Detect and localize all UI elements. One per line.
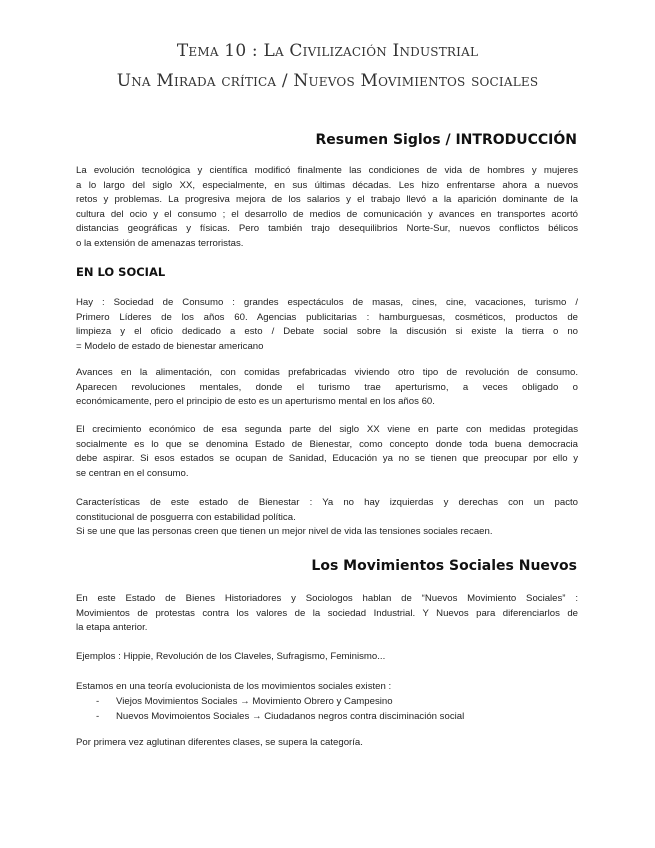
movements-p3-line: Estamos en una teoría evolucionista de los movimientos sociales existen : (76, 681, 392, 692)
bullet-text: Viejos Movimientos Sociales → Movimiento Obrero y Campesino (116, 696, 393, 707)
social-p2-line: Aparecen revoluciones mentales, donde el turismo trae aperturismo, a veces obligado o (76, 381, 578, 393)
intro-line: a lo largo del siglo XX, especialmente, en sus últimas décadas. Les hizo enfrentarse ahora a nuevos (76, 179, 578, 191)
social-p1-line: limpieza y el oficio dedicado a esto / Debate social sobre la discusión si existe la tierra o no (76, 326, 578, 338)
document-title (0, 36, 655, 96)
bullet-dash: - (96, 711, 100, 722)
movements-p1-line: En este Estado de Bienes Historiadores y Sociologos hablan de “Nuevos Movimiento Sociales” : (76, 593, 578, 604)
intro-heading: Resumen Siglos / INTRODUCCIÓN (315, 132, 577, 148)
intro-line: cultura del ocio y el consumo ; el desarrollo de medios de comunicación y avances en transportes acortó (76, 208, 578, 220)
bullet-dash: - (96, 696, 100, 707)
movements-paragraph-3 (76, 680, 578, 695)
social-p4-line: constitucional de posguerra con estabilidad política. (76, 511, 296, 523)
social-p3-line: socialmente es lo que se denomina Estado de Bienestar, como concepto donde toda buena democracia (76, 438, 578, 450)
social-paragraph-4 (76, 496, 578, 540)
intro-line: retos y problemas. La progresiva mejora de los salarios y el trabajo llevó a la aparición dominante de la (76, 194, 578, 206)
title-line-1: Tema 10 : La Civilización Industrial (176, 41, 479, 61)
movements-paragraph-2 (76, 650, 578, 665)
bullet-text: Nuevos Movimoientos Sociales → Ciudadanos negros contra disciminación social (116, 711, 465, 722)
social-p1-line: Primero Líderes de los años 60. Agencias publicitarias : hamburguesas, cosméticos, productos de (76, 311, 578, 323)
social-heading: EN LO SOCIAL (76, 265, 166, 279)
intro-paragraph (76, 164, 578, 252)
list-item (96, 709, 464, 724)
movements-heading: Los Movimientos Sociales Nuevos (311, 558, 577, 574)
movements-p4-line: Por primera vez aglutinan diferentes clases, se supera la categoría. (76, 737, 363, 748)
intro-line: o la extensión de amenazas terroristas. (76, 237, 244, 249)
list-item (96, 694, 464, 709)
movements-p1-line: Movimientos de protestas contra los valores de la sociedad Industrial. Y Nuevos para diferenciarlos de (76, 607, 578, 619)
social-paragraph-3 (76, 423, 578, 481)
movements-p2-line: Ejemplos : Hippie, Revolución de los Claveles, Sufragismo, Feminismo... (76, 651, 386, 662)
social-paragraph-2 (76, 366, 578, 410)
movements-p1-line: la etapa anterior. (76, 622, 148, 634)
social-p2-line: Avances en la alimentación, con comidas prefabricadas viviendo otro tipo de revolución de consumo. (76, 367, 578, 378)
social-p4-line: Características de este estado de Bienestar : Ya no hay izquierdas y derechas con un pacto (76, 497, 578, 508)
movements-paragraph-1 (76, 592, 578, 636)
title-line-2: Una Mirada crítica / Nuevos Movimientos sociales (116, 71, 539, 91)
movements-bullet-list (96, 694, 464, 724)
movements-paragraph-4 (76, 736, 578, 751)
intro-line: La evolución tecnológica y científica modificó finalmente las condiciones de vida de hombres y mujeres (76, 165, 578, 176)
social-p3-line: El crecimiento económico de esa segunda parte del siglo XX viene en parte con medidas protegidas (76, 424, 578, 435)
social-p4-line: Si se une que las personas creen que tienen un mejor nivel de vida las tensiones sociales recaen. (76, 526, 493, 538)
social-p1-line: = Modelo de estado de bienestar americano (76, 340, 264, 352)
social-p1-line: Hay : Sociedad de Consumo : grandes espectáculos de masas, cines, cine, vacaciones, turismo / (76, 297, 578, 308)
social-p3-line: debe aspirar. Si esos estados se ocupan de Sanidad, Educación ya no se tienen que preocupar por ello y (76, 453, 578, 465)
social-paragraph-1 (76, 296, 578, 354)
social-p3-line: se centran en el consumo. (76, 467, 189, 479)
intro-line: distancias geográficas y físicas. Pero también trajo desequilibrios Norte-Sur, nuevos conflictos bélicos (76, 223, 578, 235)
social-p2-line: económicamente, pero el principio de esto es un aperturismo mental en los años 60. (76, 396, 435, 408)
